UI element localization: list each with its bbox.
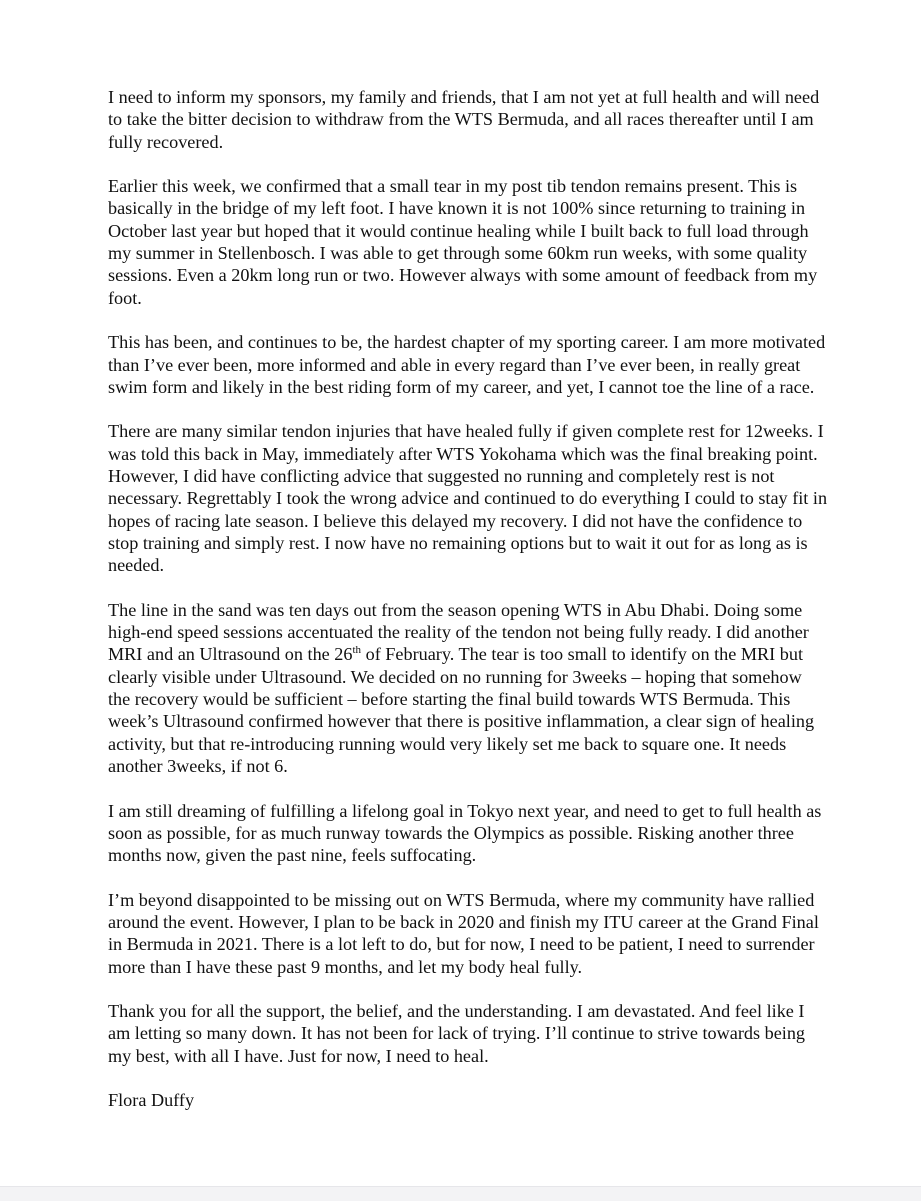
paragraph-hardest-chapter: This has been, and continues to be, the hardest chapter of my sporting career. I am more motivated than I’ve ever been, more informed and able in every regard than I’ve ever been, in really great swim form and likely in the best riding form of my career, and yet, I cannot toe the line of a race. (108, 332, 826, 397)
mri-text-part-1: The line in the sand was ten days out from the season opening WTS in Abu Dhabi. Doing some high-end speed sessions accentuated the reality of the tendon not being fully ready. I did another MRI and an Ultrasound on the 26 (108, 599, 809, 665)
paragraph-mri-ultrasound (108, 599, 828, 777)
paragraph-withdrawal-announcement: I need to inform my sponsors, my family and friends, that I am not yet at full health and will need to take the bitter decision to withdraw from the WTS Bermuda, and all races thereafter until I am fully recovered. (108, 87, 820, 152)
letter-body (108, 86, 828, 1134)
mri-text-part-2: of February. The tear is too small to identify on the MRI but clearly visible under Ultrasound. We decided on no running for 3weeks – hoping that somehow the recovery would be sufficient – before starting the final build towards WTS Bermuda. This week’s Ultrasound confirmed however that there is positive inflammation, a clear sign of healing activity, but that re-introducing running would very likely set me back to square one. It needs another 3weeks, if not 6. (108, 644, 815, 776)
paragraph-tokyo-goal: I am still dreaming of fulfilling a lifelong goal in Tokyo next year, and need to get to full health as soon as possible, for as much runway towards the Olympics as possible. Risking another three months now, given the past nine, feels suffocating. (108, 800, 822, 866)
signature: Flora Duffy (108, 1090, 195, 1111)
viewer-bottom-edge (0, 1186, 921, 1201)
paragraph-thank-you: Thank you for all the support, the belief, and the understanding. I am devastated. And feel like I am letting so many down. It has not been for lack of trying. I’ll continue to strive towards being my best, with all I have. Just for now, I need to heal. (108, 1001, 806, 1066)
date-ordinal-superscript: th (352, 644, 362, 657)
paragraph-bermuda-plans: I’m beyond disappointed to be missing out on WTS Bermuda, where my community have rallied around the event. However, I plan to be back in 2020 and finish my ITU career at the Grand Final in Bermuda in 2021. There is a lot left to do, but for now, I need to be patient, I need to surrender more than I have these past 9 months, and let my body heal fully. (108, 889, 819, 977)
paragraph-rest-advice: There are many similar tendon injuries that have healed fully if given complete rest for 12weeks. I was told this back in May, immediately after WTS Yokohama which was the final breaking point. However, I did have conflicting advice that suggested no running and completely rest is not necessary. Regrettably I took the wrong advice and continued to do everything I could to stay fit in hopes of racing late season. I believe this delayed my recovery. I did not have the confidence to stop training and simply rest. I now have no remaining options but to wait it out for as long as is needed. (108, 421, 828, 576)
paragraph-injury-details: Earlier this week, we confirmed that a small tear in my post tib tendon remains present. This is basically in the bridge of my left foot. I have known it is not 100% since returning to training in October last year but hoped that it would continue healing while I built back to full load through my summer in Stellenbosch. I was able to get through some 60km run weeks, with some quality sessions. Even a 20km long run or two. However always with some amount of feedback from my foot. (108, 176, 818, 308)
